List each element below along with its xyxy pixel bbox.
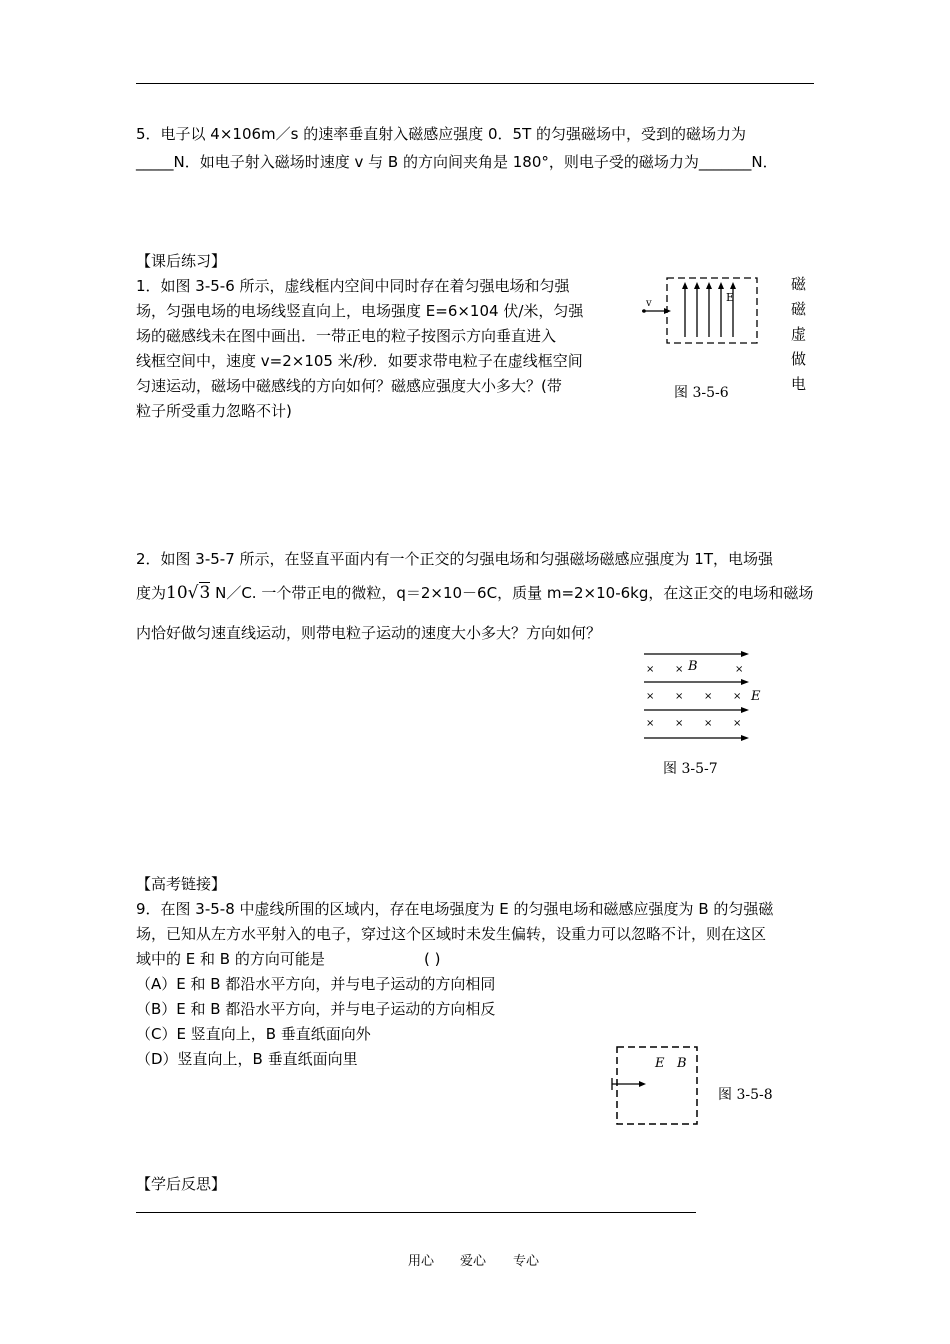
b-label: B xyxy=(688,659,698,674)
svg-text:×: × xyxy=(733,691,742,702)
q9-line-1: 9．在图 3-5-8 中虚线所围的区域内，存在电场强度为 E 的匀强电场和磁感应强度为 B 的匀强磁 xyxy=(136,900,774,918)
e-label: E xyxy=(751,689,761,704)
footer-item: 专心 xyxy=(513,1254,540,1269)
top-rule xyxy=(136,83,814,84)
svg-text:×: × xyxy=(704,691,713,702)
q2-line-3: 内恰好做匀速直线运动，则带电粒子运动的速度大小多大？方向如何？ xyxy=(136,624,602,642)
q1-line-3: 场的磁感线未在图中画出．一带正电的粒子按图示方向垂直进入 xyxy=(136,327,557,345)
q1-right-char: 虚 xyxy=(791,325,807,343)
svg-text:×: × xyxy=(675,718,684,729)
q5-line-1: 5．电子以 4×106m／s 的速率垂直射入磁感应强度 0．5T 的匀强磁场中，受到的磁场力为 xyxy=(136,125,747,143)
q2-line-2: 度为10√3 N／C. 一个带正电的微粒，q＝2×10－6C，质量 m=2×10-6kg，在这正交的电场和磁场 xyxy=(136,583,814,603)
svg-text:×: × xyxy=(646,718,655,729)
q1-line-5: 匀速运动，磁场中磁感线的方向如何？磁感应强度大小多大？(带 xyxy=(136,377,562,395)
sqrt-expression: 10√3 xyxy=(166,583,211,603)
v-label: v xyxy=(646,298,652,309)
q2-line-1: 2．如图 3-5-7 所示，在竖直平面内有一个正交的匀强电场和匀强磁场磁感应强度为 1T，电场强 xyxy=(136,550,774,568)
q1-line-1: 1．如图 3-5-6 所示，虚线框内空间中同时存在着匀强电场和匀强 xyxy=(136,277,570,295)
option-a: （A）E 和 B 都沿水平方向，并与电子运动的方向相同 xyxy=(136,975,496,993)
q1-right-char: 磁 xyxy=(791,300,807,318)
q1-right-char: 电 xyxy=(791,375,807,393)
q9-answer-paren: ( ) xyxy=(424,950,441,968)
q5-line-2: _____N．如电子射入磁场时速度 v 与 B 的方向间夹角是 180°，则电子受的磁场力为_______N． xyxy=(136,153,778,171)
gaokao-heading: 【高考链接】 xyxy=(136,875,227,893)
footer-item: 爱心 xyxy=(460,1254,487,1269)
particle xyxy=(642,309,646,313)
option-c: （C）E 竖直向上，B 垂直纸面向外 xyxy=(136,1025,371,1043)
svg-text:×: × xyxy=(646,664,655,675)
svg-text:×: × xyxy=(675,691,684,702)
footer-item: 用心 xyxy=(408,1254,435,1269)
figure-3-5-8-caption: 图 3-5-8 xyxy=(718,1087,773,1103)
reflection-answer-line xyxy=(136,1212,696,1213)
q1-line-4: 线框空间中，速度 v=2×105 米/秒．如要求带电粒子在虚线框空间 xyxy=(136,352,583,370)
svg-text:×: × xyxy=(733,718,742,729)
dashed-region xyxy=(667,278,757,343)
figure-3-5-7-caption: 图 3-5-7 xyxy=(663,761,718,777)
e-label: E xyxy=(655,1056,665,1071)
reflection-heading: 【学后反思】 xyxy=(136,1175,227,1193)
figure-3-5-6-caption: 图 3-5-6 xyxy=(674,385,729,401)
q1-line-6: 粒子所受重力忽略不计) xyxy=(136,402,292,420)
svg-text:×: × xyxy=(704,718,713,729)
q1-line-2: 场，匀强电场的电场线竖直向上，电场强度 E=6×104 伏/米，匀强 xyxy=(136,302,584,320)
svg-text:×: × xyxy=(646,691,655,702)
option-d: （D）竖直向上，B 垂直纸面向里 xyxy=(136,1050,358,1068)
b-label: B xyxy=(677,1056,687,1071)
option-b: （B）E 和 B 都沿水平方向，并与电子运动的方向相反 xyxy=(136,1000,496,1018)
e-label: E xyxy=(726,291,735,304)
after-class-heading: 【课后练习】 xyxy=(136,252,227,270)
svg-text:×: × xyxy=(675,664,684,675)
figure-3-5-7 xyxy=(640,648,770,746)
figure-3-5-6 xyxy=(640,275,765,347)
q9-line-2: 场，已知从左方水平射入的电子，穿过这个区域时未发生偏转，设重力可以忽略不计，则在这区 xyxy=(136,925,767,943)
q1-right-char: 做 xyxy=(791,350,807,368)
figure-3-5-8 xyxy=(608,1043,703,1128)
q9-line-3: 域中的 E 和 B 的方向可能是 xyxy=(136,950,325,968)
svg-text:×: × xyxy=(735,664,744,675)
q1-right-char: 磁 xyxy=(791,275,807,293)
